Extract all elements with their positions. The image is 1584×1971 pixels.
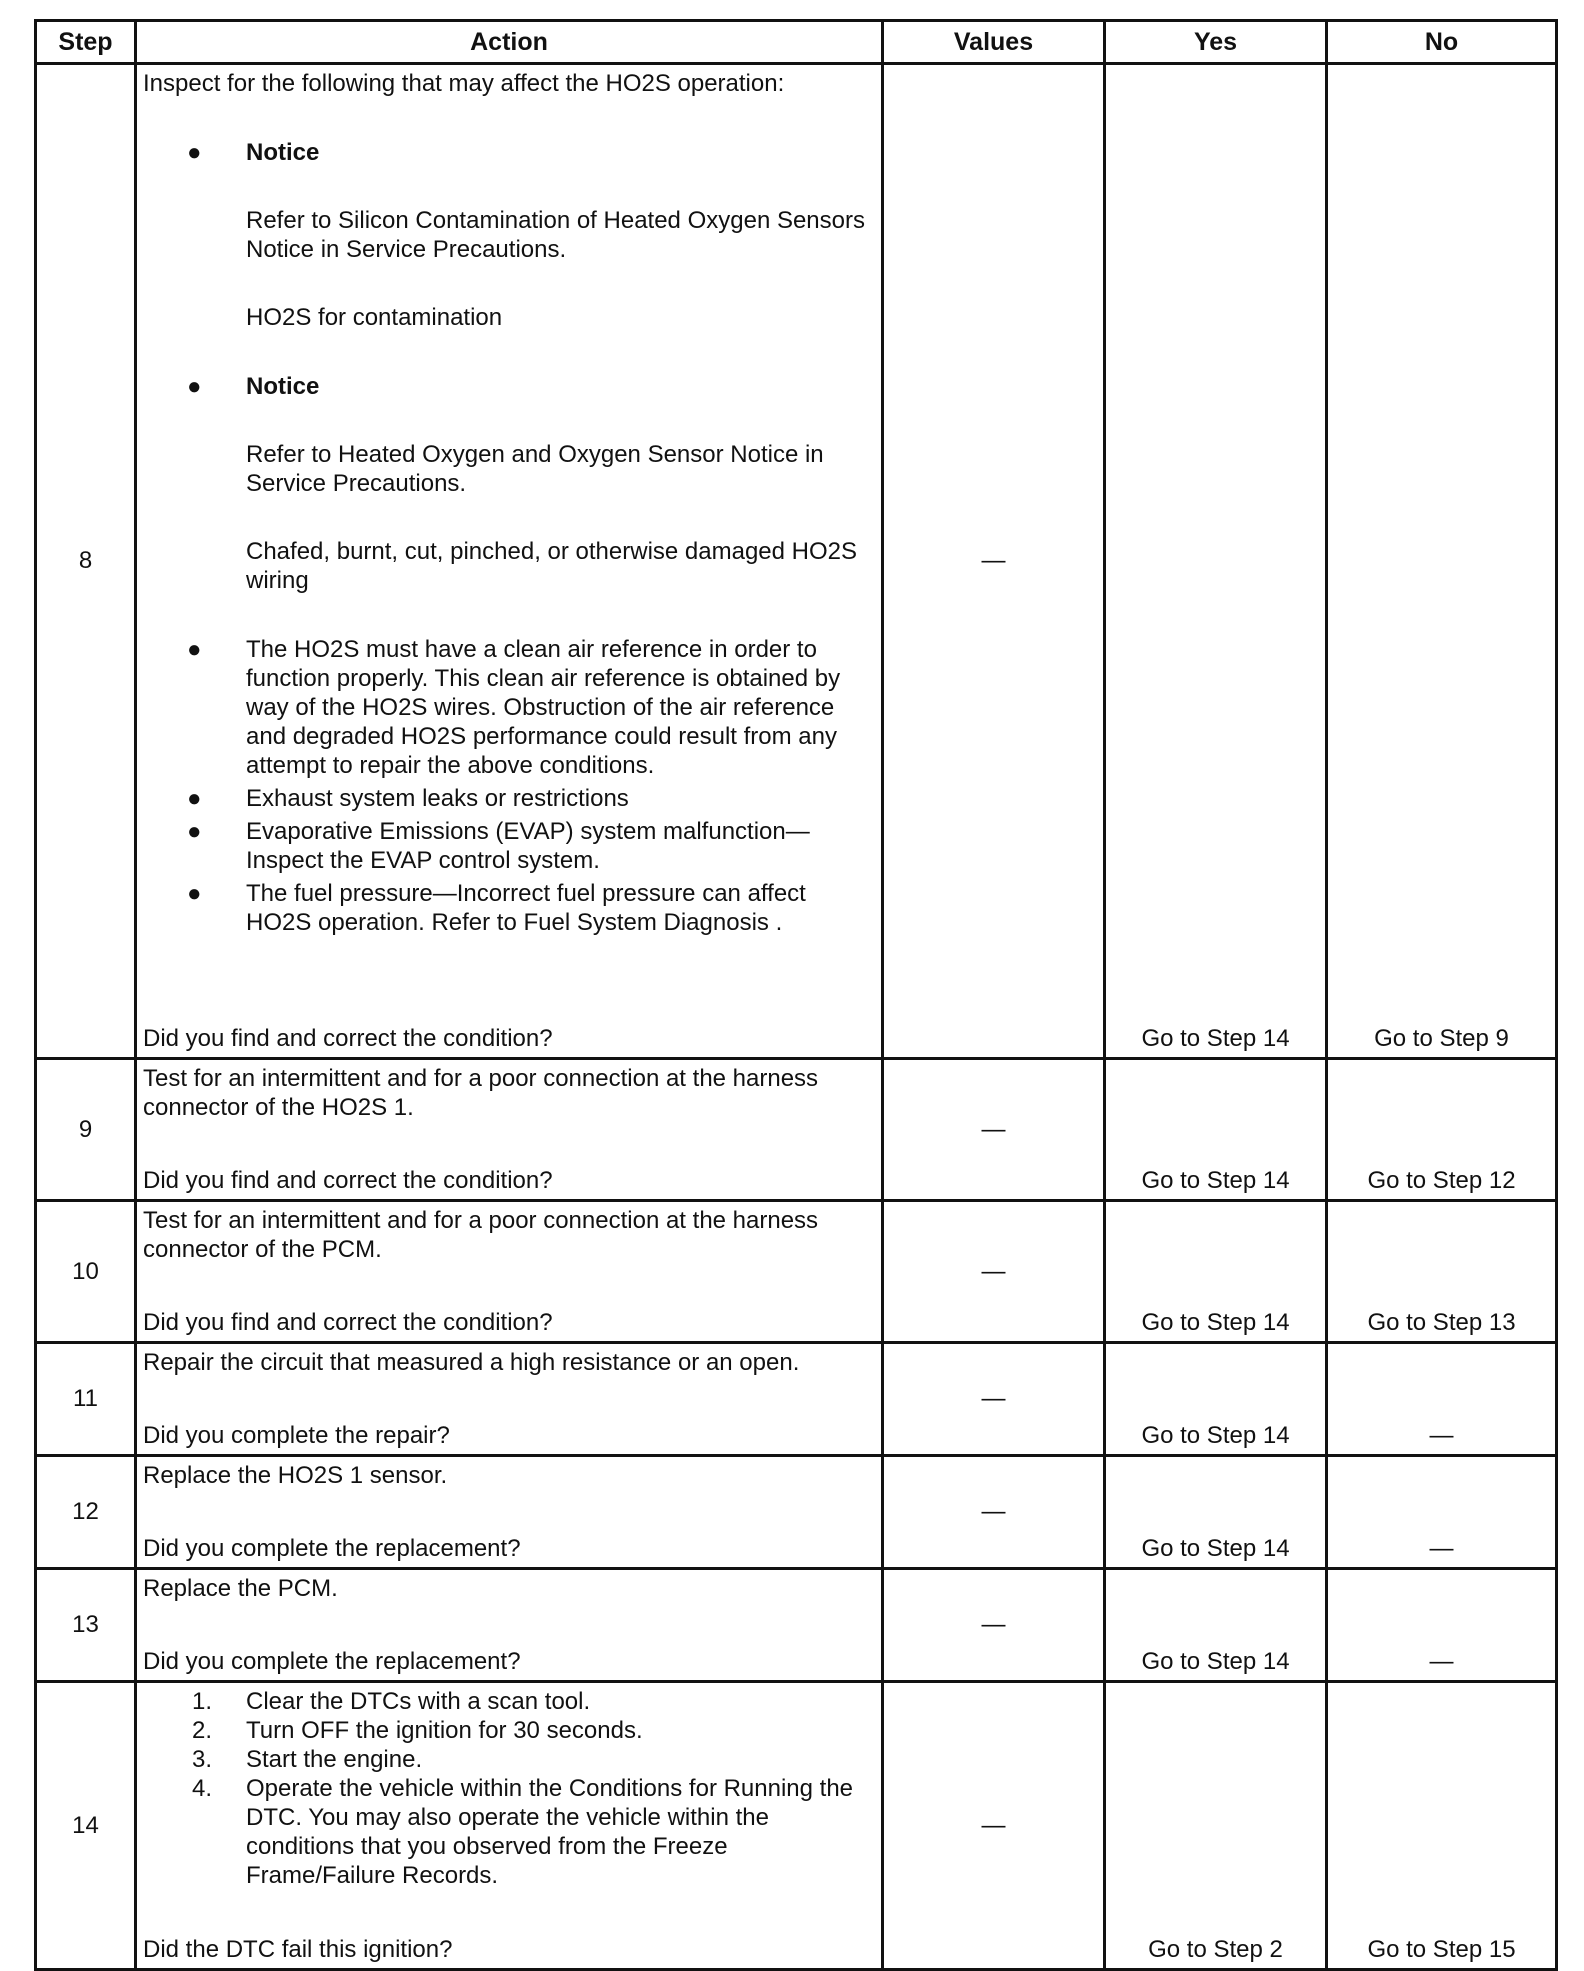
yes-cell	[1105, 1569, 1327, 1682]
yes-target: Go to Step 14	[1141, 1648, 1290, 1675]
list-item	[143, 817, 875, 875]
yes-cell	[1105, 1059, 1327, 1201]
action-cell	[136, 1569, 883, 1682]
action-question: Did you find and correct the condition?	[143, 1309, 553, 1336]
step-number: 14	[36, 1682, 136, 1970]
table-row	[36, 1343, 1557, 1456]
no-target: Go to Step 12	[1367, 1167, 1516, 1194]
no-target: —	[1429, 1648, 1454, 1675]
notice-item: Chafed, burnt, cut, pinched, or otherwise damaged HO2S wiring	[246, 538, 858, 594]
action-text: Test for an intermittent and for a poor connection at the harness connector of the HO2S 1.	[143, 1065, 819, 1121]
yes-target: Go to Step 14	[1141, 1535, 1290, 1562]
action-cell	[136, 1201, 883, 1343]
action-question: Did you complete the replacement?	[143, 1648, 521, 1675]
notice-title: Notice	[246, 373, 320, 400]
no-target: Go to Step 9	[1374, 1025, 1509, 1052]
step-text: Turn OFF the ignition for 30 seconds.	[246, 1717, 643, 1744]
header-step: Step	[36, 21, 136, 64]
header-values: Values	[883, 21, 1105, 64]
values-cell: —	[883, 64, 1105, 1059]
step-number: 10	[36, 1201, 136, 1343]
list-item	[143, 138, 875, 332]
no-cell	[1327, 64, 1557, 1059]
list-item	[143, 1745, 875, 1774]
step-num: 2.	[192, 1717, 213, 1744]
table-row	[36, 1569, 1557, 1682]
list-item	[143, 635, 875, 780]
bullet-text: The fuel pressure—Incorrect fuel pressure can affect HO2S operation. Refer to Fuel System Diagnosis .	[246, 880, 806, 936]
table-row	[36, 1059, 1557, 1201]
no-cell	[1327, 1682, 1557, 1970]
action-question: Did you find and correct the condition?	[143, 1167, 553, 1194]
values-cell: —	[883, 1569, 1105, 1682]
no-cell	[1327, 1059, 1557, 1201]
action-text: Replace the HO2S 1 sensor.	[143, 1462, 448, 1489]
diagnostic-table	[34, 19, 1558, 1971]
values-cell: —	[883, 1059, 1105, 1201]
yes-cell	[1105, 1456, 1327, 1569]
list-item	[143, 372, 875, 595]
step-text: Clear the DTCs with a scan tool.	[246, 1688, 591, 1715]
bullet-icon: ●	[187, 880, 202, 907]
bullet-text: Exhaust system leaks or restrictions	[246, 785, 629, 812]
action-cell	[136, 1059, 883, 1201]
list-item	[143, 1716, 875, 1745]
bullet-text: Evaporative Emissions (EVAP) system malfunction—Inspect the EVAP control system.	[246, 818, 810, 874]
step-text: Start the engine.	[246, 1746, 423, 1773]
no-target: Go to Step 13	[1367, 1309, 1516, 1336]
action-text: Replace the PCM.	[143, 1575, 338, 1602]
notice-text: Refer to Silicon Contamination of Heated Oxygen Sensors Notice in Service Precautions.	[246, 207, 865, 263]
action-cell	[136, 1343, 883, 1456]
yes-cell	[1105, 1682, 1327, 1970]
step-number: 12	[36, 1456, 136, 1569]
action-cell	[136, 64, 883, 1059]
yes-target: Go to Step 14	[1141, 1422, 1290, 1449]
bullet-icon: ●	[187, 818, 202, 845]
step-number: 8	[36, 64, 136, 1059]
step-num: 3.	[192, 1746, 213, 1773]
numbered-steps	[143, 1687, 875, 1890]
table-row	[36, 1456, 1557, 1569]
action-question: Did you complete the repair?	[143, 1422, 450, 1449]
no-target: —	[1429, 1422, 1454, 1449]
yes-target: Go to Step 2	[1148, 1936, 1283, 1963]
step-number: 11	[36, 1343, 136, 1456]
yes-target: Go to Step 14	[1141, 1025, 1290, 1052]
action-cell	[136, 1682, 883, 1970]
list-item	[143, 1687, 875, 1716]
step-num: 4.	[192, 1775, 213, 1802]
no-cell	[1327, 1569, 1557, 1682]
action-intro: Inspect for the following that may affect the HO2S operation:	[143, 70, 785, 97]
values-cell: —	[883, 1456, 1105, 1569]
bullet-icon: ●	[187, 373, 202, 400]
action-question: Did you complete the replacement?	[143, 1535, 521, 1562]
bullet-text: The HO2S must have a clean air reference in order to function properly. This clean air reference is obtained by way of the HO2S wires. Obstruction of the air reference and degraded HO2S performance could result from any attempt to repair the above conditions.	[246, 636, 841, 779]
action-bullets	[143, 138, 875, 937]
no-cell	[1327, 1201, 1557, 1343]
action-question: Did the DTC fail this ignition?	[143, 1936, 453, 1963]
bullet-icon: ●	[187, 139, 202, 166]
yes-cell	[1105, 64, 1327, 1059]
values-cell: —	[883, 1682, 1105, 1970]
yes-cell	[1105, 1343, 1327, 1456]
yes-target: Go to Step 14	[1141, 1309, 1290, 1336]
yes-cell	[1105, 1201, 1327, 1343]
action-question: Did you find and correct the condition?	[143, 1025, 553, 1052]
values-cell: —	[883, 1343, 1105, 1456]
header-yes: Yes	[1105, 21, 1327, 64]
no-target: —	[1429, 1535, 1454, 1562]
list-item	[143, 1774, 875, 1890]
action-text: Repair the circuit that measured a high resistance or an open.	[143, 1349, 800, 1376]
yes-target: Go to Step 14	[1141, 1167, 1290, 1194]
header-row	[36, 21, 1557, 64]
action-text: Test for an intermittent and for a poor connection at the harness connector of the PCM.	[143, 1207, 819, 1263]
header-no: No	[1327, 21, 1557, 64]
no-cell	[1327, 1343, 1557, 1456]
notice-text: Refer to Heated Oxygen and Oxygen Sensor Notice in Service Precautions.	[246, 441, 824, 497]
action-cell	[136, 1456, 883, 1569]
notice-item: HO2S for contamination	[246, 304, 503, 331]
bullet-icon: ●	[187, 785, 202, 812]
step-number: 9	[36, 1059, 136, 1201]
diagnostic-table-container	[34, 19, 1555, 1971]
bullet-icon: ●	[187, 636, 202, 663]
list-item	[143, 784, 875, 813]
header-action: Action	[136, 21, 883, 64]
list-item	[143, 879, 875, 937]
table-row	[36, 1201, 1557, 1343]
table-row	[36, 64, 1557, 1059]
step-text: Operate the vehicle within the Conditions for Running the DTC. You may also operate the vehicle within the conditions that you observed from the Freeze Frame/Failure Records.	[246, 1775, 854, 1889]
table-row	[36, 1682, 1557, 1970]
values-cell: —	[883, 1201, 1105, 1343]
no-target: Go to Step 15	[1367, 1936, 1516, 1963]
step-number: 13	[36, 1569, 136, 1682]
no-cell	[1327, 1456, 1557, 1569]
step-num: 1.	[192, 1688, 213, 1715]
notice-title: Notice	[246, 139, 320, 166]
